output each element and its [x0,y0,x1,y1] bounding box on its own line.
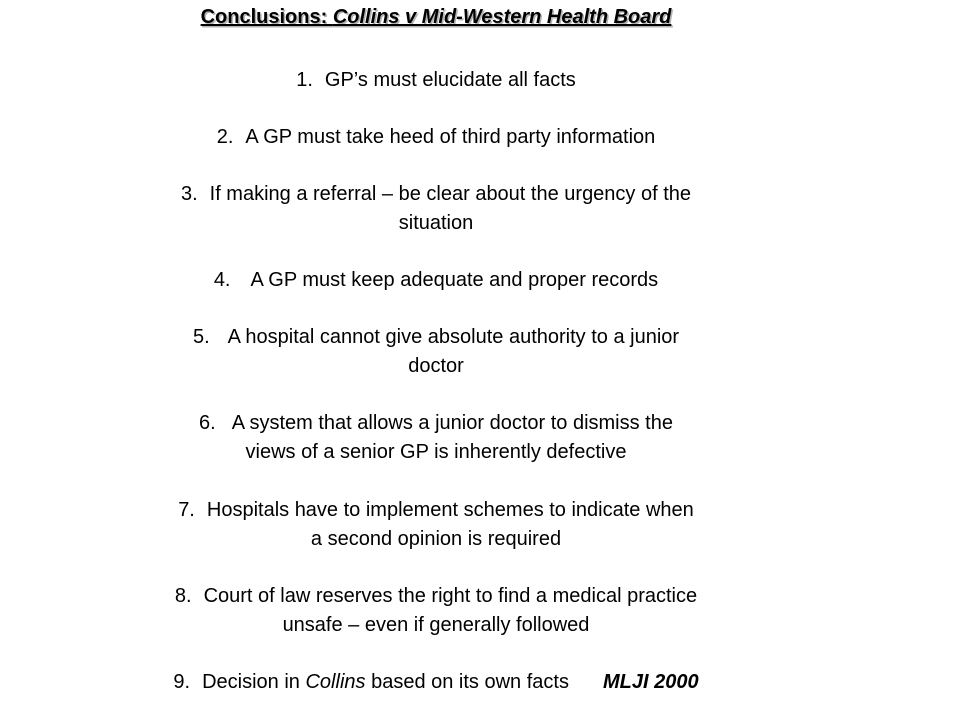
item-7-number: 7. [178,499,195,521]
item-4-text: A GP must keep adequate and proper records [250,269,659,291]
conclusion-item-6 [0,409,872,467]
item-6-line-2: views of a senior GP is inherently defective [245,441,627,463]
item-5-number: 5. [192,326,210,348]
conclusion-item-2 [0,123,872,152]
item-6-number: 6. [199,412,216,434]
title-case-name: Collins v Mid-Western Health Board [332,6,672,28]
item-9-line-1 [0,668,872,697]
item-4-line-1 [0,266,872,295]
conclusion-item-3 [0,180,872,238]
item-5-line-1 [0,323,872,352]
item-4-number: 4. [213,269,231,291]
item-9-case-name: Collins [305,671,366,693]
item-3-number: 3. [180,183,198,205]
item-3-line-2: situation [398,212,474,234]
conclusion-item-1 [0,66,872,95]
item-1-text: GP’s must elucidate all facts [324,69,576,91]
item-9-text-post: based on its own facts [365,671,569,693]
item-6-text-1: A system that allows a junior doctor to dismiss the [231,412,673,434]
item-8-line-2: unsafe – even if generally followed [282,614,590,636]
item-5-line-2: doctor [408,355,464,377]
item-5-text-1: A hospital cannot give absolute authority to a junior [227,326,680,348]
item-1-line-1 [0,66,872,95]
item-2-number: 2. [216,126,234,148]
conclusion-item-5 [0,323,872,381]
title-prefix: Conclusions: [200,6,333,28]
conclusion-item-7 [0,496,872,554]
slide-title [0,6,872,29]
item-3-line-1 [0,180,872,209]
item-8-text-1: Court of law reserves the right to find a medical practice [203,585,698,607]
item-2-text: A GP must take heed of third party information [245,126,656,148]
citation: MLJI 2000 [602,671,699,693]
conclusion-item-9 [0,668,872,697]
item-6-line-1 [0,409,872,438]
item-1-number: 1. [296,69,313,91]
item-7-line-1 [0,496,872,525]
item-9-number: 9. [173,671,191,693]
conclusion-item-4 [0,266,872,295]
item-8-line-1 [0,582,872,611]
item-3-text-1: If making a referral – be clear about the urgency of the [209,183,692,205]
conclusion-item-8 [0,582,872,640]
item-8-number: 8. [174,585,192,607]
item-9-text-pre: Decision in [202,671,306,693]
item-7-line-2: a second opinion is required [310,528,562,550]
item-7-text-1: Hospitals have to implement schemes to indicate when [206,499,694,521]
item-2-line-1 [0,123,872,152]
